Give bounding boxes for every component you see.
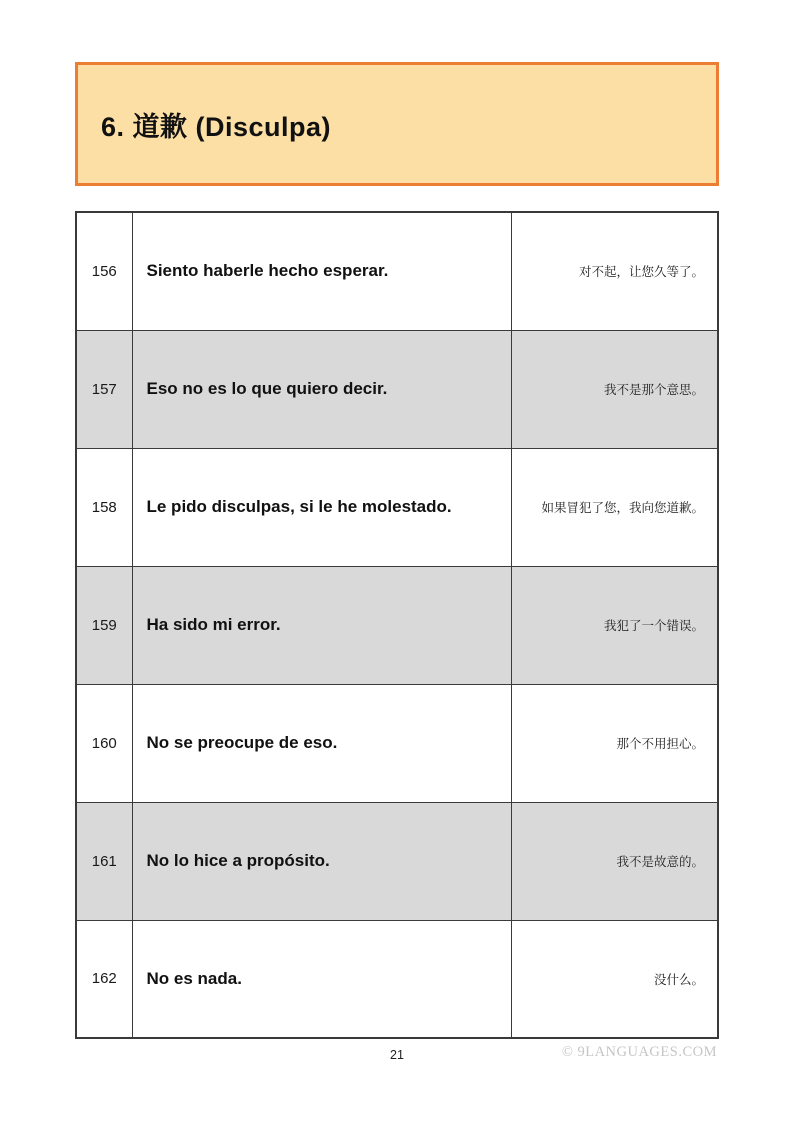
row-number: 159 xyxy=(76,566,132,684)
section-title: 6. 道歉 (Disculpa) xyxy=(101,111,332,142)
spanish-phrase: Siento haberle hecho esperar. xyxy=(132,212,511,330)
table-row-158 xyxy=(76,448,718,566)
spanish-phrase: Eso no es lo que quiero decir. xyxy=(132,330,511,448)
site-watermark: © 9LANGUAGES.COM xyxy=(561,1044,717,1060)
phrase-table xyxy=(75,211,719,1039)
section-title-box xyxy=(75,62,719,186)
chinese-translation: 我犯了一个错误。 xyxy=(511,566,718,684)
table-row-162 xyxy=(76,920,718,1038)
table-row-156 xyxy=(76,212,718,330)
table-row-161 xyxy=(76,802,718,920)
chinese-translation: 我不是故意的。 xyxy=(511,802,718,920)
chinese-translation: 没什么。 xyxy=(511,920,718,1038)
page-number: 21 xyxy=(390,1048,404,1062)
chinese-translation: 我不是那个意思。 xyxy=(511,330,718,448)
row-number: 158 xyxy=(76,448,132,566)
chinese-translation: 如果冒犯了您，我向您道歉。 xyxy=(511,448,718,566)
chinese-translation: 那个不用担心。 xyxy=(511,684,718,802)
table-row-160 xyxy=(76,684,718,802)
phrase-table-body xyxy=(76,212,718,1038)
table-row-157 xyxy=(76,330,718,448)
chinese-translation: 对不起，让您久等了。 xyxy=(511,212,718,330)
row-number: 156 xyxy=(76,212,132,330)
spanish-phrase: No lo hice a propósito. xyxy=(132,802,511,920)
spanish-phrase: Ha sido mi error. xyxy=(132,566,511,684)
row-number: 160 xyxy=(76,684,132,802)
row-number: 157 xyxy=(76,330,132,448)
spanish-phrase: Le pido disculpas, si le he molestado. xyxy=(132,448,511,566)
spanish-phrase: No se preocupe de eso. xyxy=(132,684,511,802)
row-number: 161 xyxy=(76,802,132,920)
spanish-phrase: No es nada. xyxy=(132,920,511,1038)
table-row-159 xyxy=(76,566,718,684)
row-number: 162 xyxy=(76,920,132,1038)
